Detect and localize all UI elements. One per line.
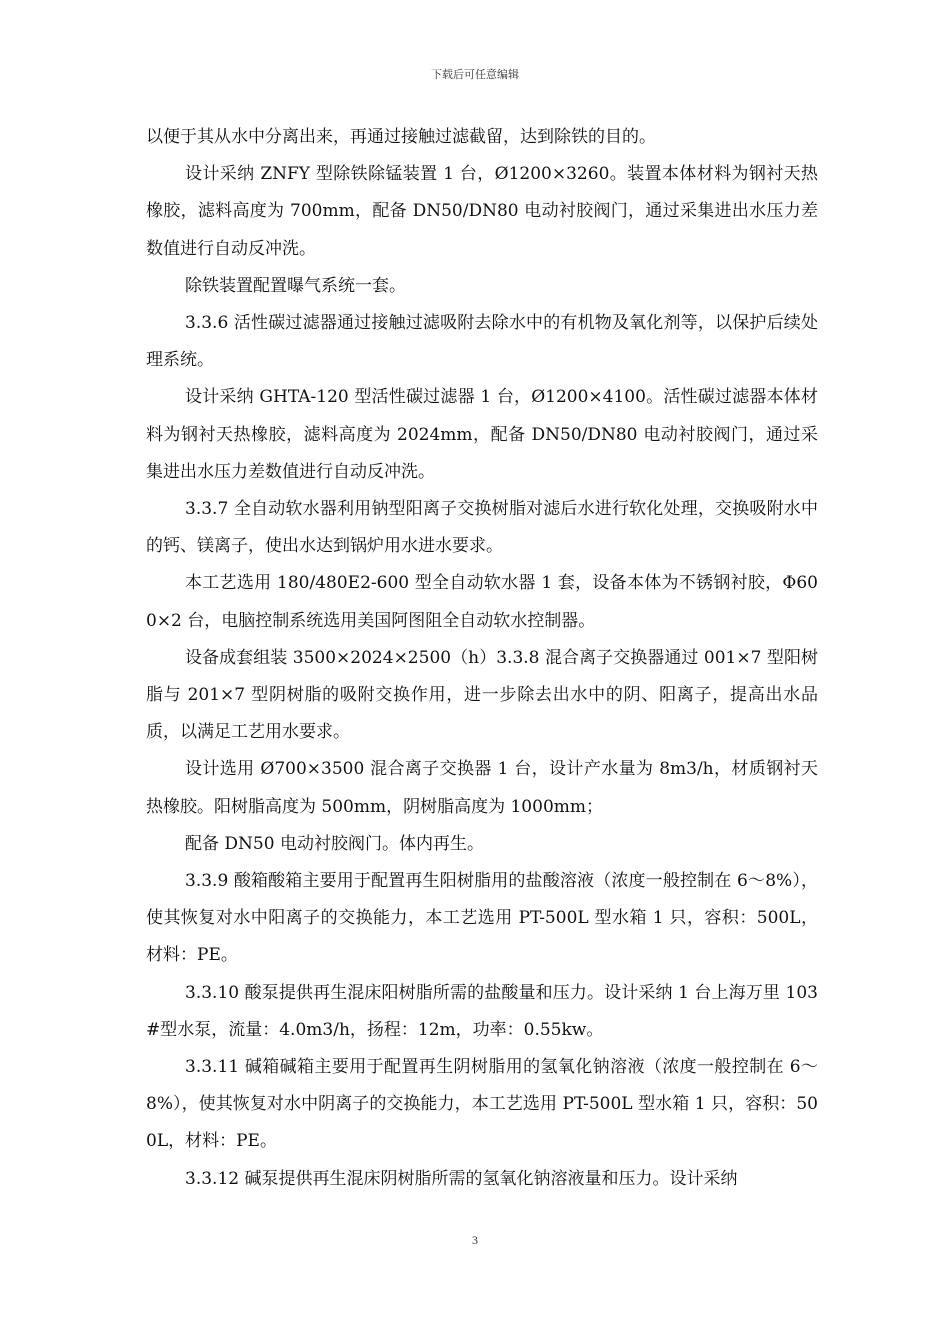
paragraph: 3.3.9 酸箱酸箱主要用于配置再生阳树脂用的盐酸溶液（浓度一般控制在 6～8%），使其恢复对水中阳离子的交换能力，本工艺选用 PT-500L 型水箱 1 只，容积：500L，材料：PE。 xyxy=(146,871,818,966)
paragraph: 设计采纳 ZNFY 型除铁除锰装置 1 台，Ø1200×3260。装置本体材料为钢衬天热橡胶，滤料高度为 700mm，配备 DN50/DN80 电动衬胶阀门，通过采集进出水压力差数值进行自动反冲洗。 xyxy=(146,164,818,259)
page-header: 下载后可任意编辑 xyxy=(431,68,519,81)
paragraph: 除铁装置配置曝气系统一套。 xyxy=(185,275,406,296)
paragraph: 3.3.11 碱箱碱箱主要用于配置再生阴树脂用的氢氧化钠溶液（浓度一般控制在 6～8%），使其恢复对水中阴离子的交换能力，本工艺选用 PT-500L 型水箱 1 只，容积：500L，材料：PE。 xyxy=(146,1057,818,1152)
paragraph: 3.3.7 全自动软水器利用钠型阳离子交换树脂对滤后水进行软化处理，交换吸附水中的钙、镁离子，使出水达到锅炉用水进水要求。 xyxy=(146,499,818,557)
paragraph: 3.3.12 碱泵提供再生混床阴树脂所需的氢氧化钠溶液量和压力。设计采纳 xyxy=(185,1168,738,1189)
paragraph: 以便于其从水中分离出来，再通过接触过滤截留，达到除铁的目的。 xyxy=(146,127,656,147)
page-number: 3 xyxy=(472,1233,478,1247)
paragraph: 3.3.10 酸泵提供再生混床阳树脂所需的盐酸量和压力。设计采纳 1 台上海万里 103#型水泵，流量：4.0m3/h，扬程：12m，功率：0.55kw。 xyxy=(146,982,818,1040)
paragraph: 3.3.6 活性碳过滤器通过接触过滤吸附去除水中的有机物及氧化剂等，以保护后续处理系统。 xyxy=(146,313,818,371)
paragraph: 本工艺选用 180/480E2-600 型全自动软水器 1 套，设备本体为不锈钢衬胶，Φ600×2 台，电脑控制系统选用美国阿图阻全自动软水控制器。 xyxy=(146,573,818,631)
paragraph: 配备 DN50 电动衬胶阀门。体内再生。 xyxy=(185,833,484,854)
paragraph: 设计选用 Ø700×3500 混合离子交换器 1 台，设计产水量为 8m3/h，材质钢衬天热橡胶。阳树脂高度为 500mm，阴树脂高度为 1000mm； xyxy=(146,759,818,817)
paragraph: 设计采纳 GHTA-120 型活性碳过滤器 1 台，Ø1200×4100。活性碳过滤器本体材料为钢衬天热橡胶，滤料高度为 2024mm，配备 DN50/DN80 电动衬胶阀门，通过采集进出水压力差数值进行自动反冲洗。 xyxy=(146,387,818,482)
document-body xyxy=(146,119,818,1198)
paragraph: 设备成套组装 3500×2024×2500（h）3.3.8 混合离子交换器通过 001×7 型阳树脂与 201×7 型阴树脂的吸附交换作用，进一步除去出水中的阴、阳离子，提高出水品质，以满足工艺用水要求。 xyxy=(146,647,818,743)
